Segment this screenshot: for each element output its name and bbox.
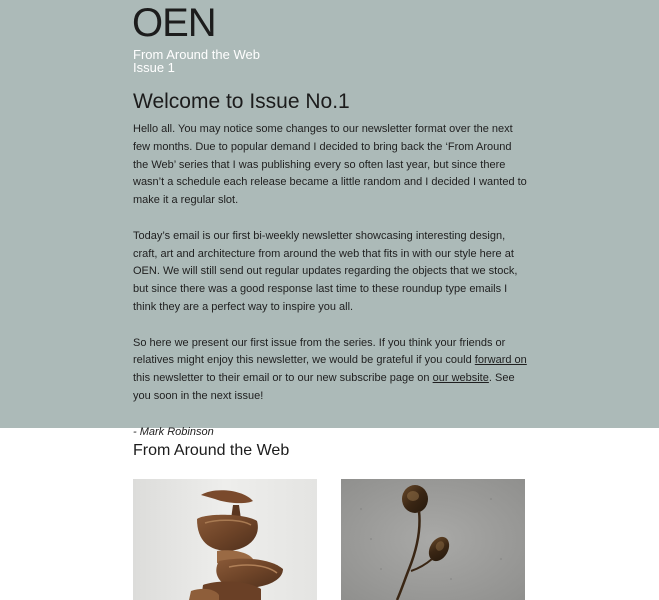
intro-title: Welcome to Issue No.1 [133,90,350,113]
our-website-link[interactable]: our website [432,372,489,385]
bronze-spoons-image [341,479,525,600]
forward-on-link[interactable]: forward on [474,354,527,367]
stacked-wooden-sculpture-image [133,479,317,600]
issue-subtitle [133,48,260,74]
intro-paragraph-2: Today’s email is our first bi-weekly newsletter showcasing interesting design, craft, art and architecture from around the web that fits in with our style here at OEN. We will still send out regular updates regarding the objects that we stock, but since there was a good response last time to these roundup type emails I think they are a perfect way to inspire you all. [133,229,518,313]
brand-logo[interactable]: OEN [132,1,216,45]
paragraph-text: So here we present our first issue from the series. If you think your friends or relatives might enjoy this newsletter, we would be grateful if you could [133,336,506,367]
intro-paragraph-1: Hello all. You may notice some changes to our newsletter format over the next few months. Due to popular demand I decided to bring back the ‘From Around the Web’ series that I was publishing every so often last year, but since there wasn’t a schedule each release became a little random and I decided I wanted to make it a regular slot. [133,123,527,207]
section-title: From Around the Web [133,442,290,459]
signature: - Mark Robinson [133,425,214,438]
intro-body [133,121,528,459]
intro-paragraph-3 [133,335,528,406]
issue-number: Issue 1 [133,60,175,75]
card-image-spoons[interactable] [341,479,525,600]
paragraph-text: this newsletter to their email or to our new subscribe page on [133,372,433,385]
paragraph-text: . See you soon in the next issue! [133,372,515,402]
card-image-sculpture[interactable] [133,479,317,600]
series-name: From Around the Web [133,47,260,62]
